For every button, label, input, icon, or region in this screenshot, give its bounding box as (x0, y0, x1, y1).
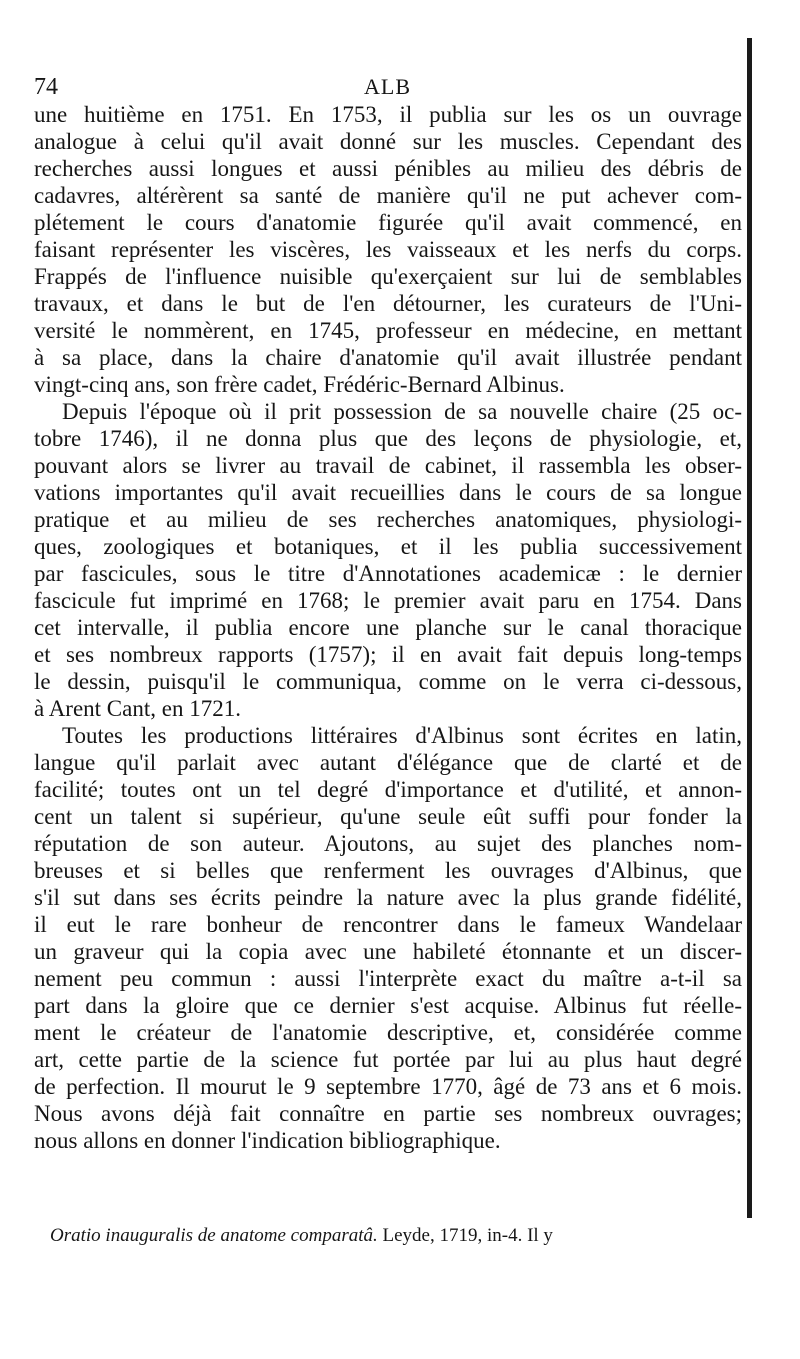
text-line: cet intervalle, il publia encore une planche sur le canal thoracique (34, 615, 742, 640)
text-line: faisant représenter les viscères, les vaisseaux et les nerfs du corps. (34, 237, 742, 262)
text-line: s'il sut dans ses écrits peindre la nature avec la plus grande fidélité, (34, 885, 742, 910)
footnote-details: Leyde, 1719, in-4. Il y (377, 1225, 553, 1246)
running-title: ALB (364, 74, 411, 99)
paragraph-2 (34, 398, 742, 722)
text-line: cadavres, altérèrent sa santé de manière qu'il ne put achever com- (34, 183, 742, 208)
text-line: il eut le rare bonheur de rencontrer dans le fameux Wandelaar (34, 912, 742, 937)
text-line: ques, zoologiques et botaniques, et il les publia successivement (34, 534, 742, 559)
footnote (50, 1223, 742, 1249)
text-line: Depuis l'époque où il prit possession de sa nouvelle chaire (25 oc- (62, 399, 742, 424)
text-line: une huitième en 1751. En 1753, il publia sur les os un ouvrage (34, 102, 742, 127)
text-line: travaux, et dans le but de l'en détourner, les curateurs de l'Uni- (34, 291, 742, 316)
text-line: de perfection. Il mourut le 9 septembre 1770, âgé de 73 ans et 6 mois. (34, 1074, 742, 1099)
running-head (34, 74, 742, 104)
page-edge-rule (747, 38, 752, 1218)
text-line: Frappés de l'influence nuisible qu'exerçaient sur lui de semblables (34, 264, 742, 289)
text-line: nement peu commun : aussi l'interprète exact du maître a-t-il sa (34, 966, 742, 991)
text-line: nous allons en donner l'indication bibliographique. (34, 1128, 501, 1153)
page-number: 74 (34, 74, 58, 100)
text-line: facilité; toutes ont un tel degré d'importance et d'utilité, et annon- (34, 777, 742, 802)
text-line: analogue à celui qu'il avait donné sur les muscles. Cependant des (34, 129, 742, 154)
text-line: langue qu'il parlait avec autant d'élégance que de clarté et de (34, 750, 742, 775)
text-line: le dessin, puisqu'il le communiqua, comme on le verra ci-dessous, (34, 669, 742, 694)
text-line: plétement le cours d'anatomie figurée qu'il avait commencé, en (34, 210, 742, 235)
text-line: art, cette partie de la science fut portée par lui au plus haut degré (34, 1047, 742, 1072)
text-line: breuses et si belles que renferment les ouvrages d'Albinus, que (34, 858, 742, 883)
text-line: à sa place, dans la chaire d'anatomie qu'il avait illustrée pendant (34, 345, 742, 370)
paragraph-1 (34, 101, 742, 398)
text-line: pouvant alors se livrer au travail de cabinet, il rassembla les obser- (34, 453, 742, 478)
text-line: et ses nombreux rapports (1757); il en avait fait depuis long-temps (34, 642, 742, 667)
text-line: un graveur qui la copia avec une habileté étonnante et un discer- (34, 939, 742, 964)
text-line: Toutes les productions littéraires d'Albinus sont écrites en latin, (62, 723, 742, 748)
text-line: par fascicules, sous le titre d'Annotationes academicæ : le dernier (34, 561, 742, 586)
text-line: cent un talent si supérieur, qu'une seule eût suffi pour fonder la (34, 804, 742, 829)
text-line: vingt-cinq ans, son frère cadet, Frédéric-Bernard Albinus. (34, 372, 565, 397)
text-line: Nous avons déjà fait connaître en partie ses nombreux ouvrages; (34, 1101, 742, 1126)
text-line: tobre 1746), il ne donna plus que des leçons de physiologie, et, (34, 426, 742, 451)
text-line: versité le nommèrent, en 1745, professeur en médecine, en mettant (34, 318, 742, 343)
text-line: part dans la gloire que ce dernier s'est acquise. Albinus fut réelle- (34, 993, 742, 1018)
text-line: vations importantes qu'il avait recueillies dans le cours de sa longue (34, 480, 742, 505)
footnote-title: Oratio inauguralis de anatome comparatâ. (50, 1225, 378, 1246)
body-text (34, 101, 742, 1154)
text-line: à Arent Cant, en 1721. (34, 696, 241, 721)
text-line: fascicule fut imprimé en 1768; le premier avait paru en 1754. Dans (34, 588, 742, 613)
text-line: recherches aussi longues et aussi pénibles au milieu des débris de (34, 156, 742, 181)
text-line: réputation de son auteur. Ajoutons, au sujet des planches nom- (34, 831, 742, 856)
text-line: pratique et au milieu de ses recherches anatomiques, physiologi- (34, 507, 742, 532)
paragraph-3 (34, 722, 742, 1154)
text-line: ment le créateur de l'anatomie descriptive, et, considérée comme (34, 1020, 742, 1045)
